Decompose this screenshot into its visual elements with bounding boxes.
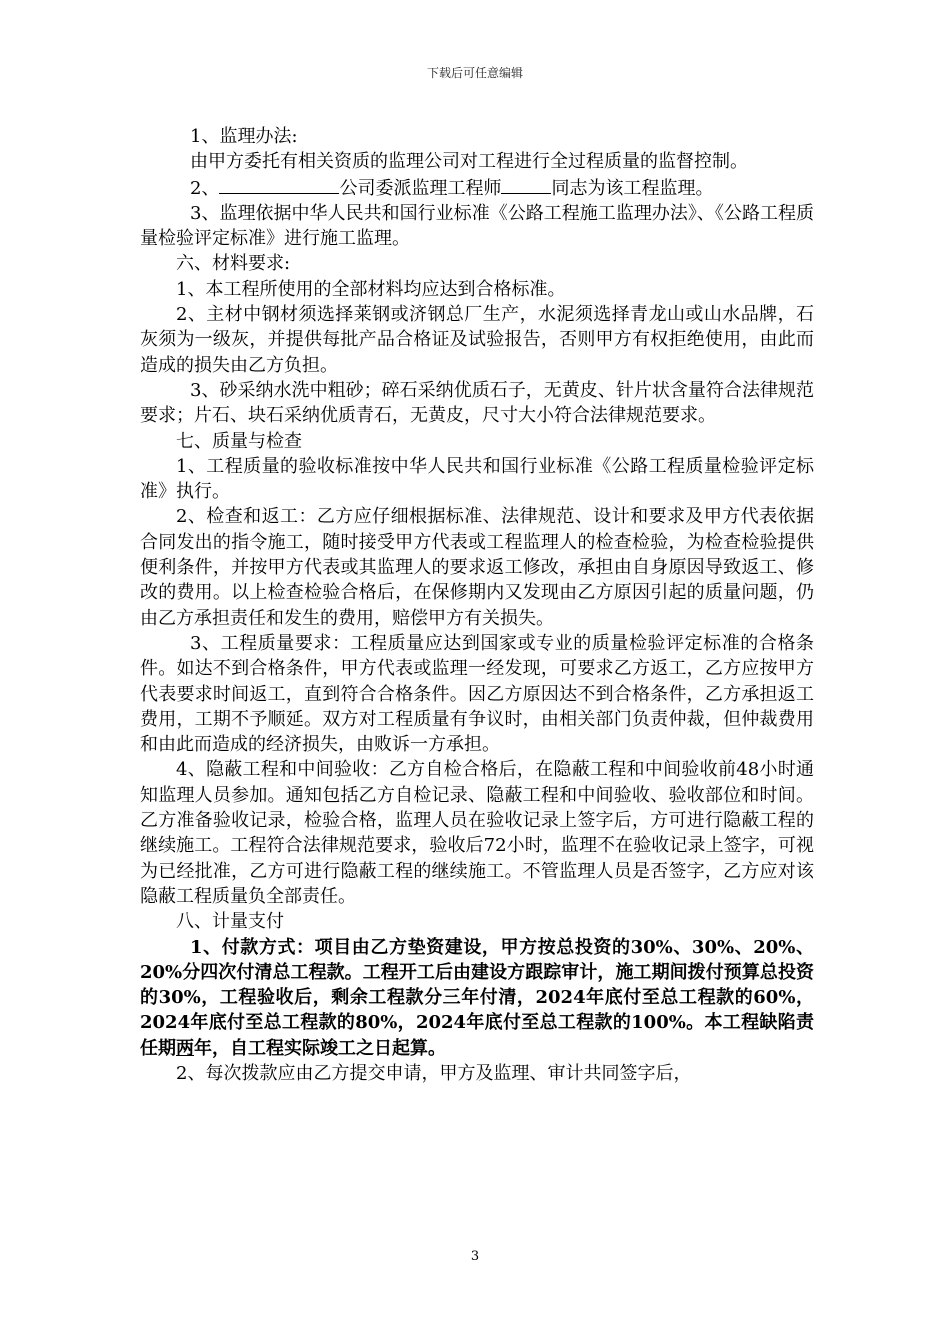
paragraph-supervision-basis: 3、监理依据中华人民共和国行业标准《公路工程施工监理办法》、《公路工程质量检验评定标准》进行施工监理。 (140, 202, 814, 250)
paragraph-materials-1: 1、本工程所使用的全部材料均应达到合格标准。 (176, 278, 566, 300)
document-body (140, 124, 814, 1086)
engineer-name-blank (501, 175, 551, 194)
section-heading-payment: 八、计量支付 (176, 911, 284, 933)
paragraph-quality-2: 2、检查和返工：乙方应仔细根据标准、法律规范、设计和要求及甲方代表依据合同发出的指令施工，随时接受甲方代表或工程监理人的检查检验，为检查检验提供便利条件，并按甲方代表或其监理人的要求返工修改，承担由自身原因导致返工、修改的费用。以上检查检验合格后，在保修期内又发现由乙方原因引起的质量问题，仍由乙方承担责任和发生的费用，赔偿甲方有关损失。 (140, 506, 814, 629)
paragraph-supervision-method: 1、监理办法: (190, 126, 298, 147)
paragraph-payment-2: 2、每次拨款应由乙方提交申请，甲方及监理、审计共同签字后， (176, 1062, 692, 1084)
clause-text-end: 同志为该工程监理。 (551, 177, 714, 199)
paragraph-supervision-engineer (140, 175, 814, 201)
section-heading-quality: 七、质量与检查 (176, 430, 302, 452)
clause-number: 2、 (190, 177, 220, 199)
company-blank (219, 175, 339, 194)
clause-text: 公司委派监理工程师 (339, 177, 502, 199)
defect-period-value: 两 (176, 1037, 194, 1059)
paragraph-quality-1: 1、工程质量的验收标准按中华人民共和国行业标准《公路工程质量检验评定标准》执行。 (140, 455, 814, 503)
header-note: 下载后可任意编辑 (426, 66, 523, 80)
paragraph-payment-1 (140, 935, 814, 1061)
paragraph-supervision-control: 由甲方委托有相关资质的监理公司对工程进行全过程质量的监督控制。 (190, 151, 748, 173)
payment-terms-end: 年，自工程实际竣工之日起算。 (194, 1037, 446, 1059)
paragraph-materials-3: 3、砂采纳水洗中粗砂；碎石采纳优质石子，无黄皮、针片状含量符合法律规范要求；片石、块石采纳优质青石，无黄皮，尺寸大小符合法律规范要求。 (140, 379, 814, 427)
section-heading-materials: 六、材料要求: (176, 253, 291, 275)
payment-terms-text: 1、付款方式：项目由乙方垫资建设，甲方按总投资的30%、30%、20%、20%分四次付清总工程款。工程开工后由建设方跟踪审计，施工期间拨付预算总投资的30%，工程验收后，剩余工程款分三年付清，2024年底付至总工程款的60%，2024年底付至总工程款的80%，2024年底付至总工程款的100%。本工程缺陷责任期 (140, 936, 814, 1059)
page-number: 3 (470, 1249, 480, 1264)
paragraph-quality-4: 4、隐蔽工程和中间验收：乙方自检合格后，在隐蔽工程和中间验收前48小时通知监理人员参加。通知包括乙方自检记录、隐蔽工程和中间验收、验收部位和时间。乙方准备验收记录，检验合格，监理人员在验收记录上签字后，方可进行隐蔽工程的继续施工。工程符合法律规范要求，验收后72小时，监理不在验收记录上签字，可视为已经批准，乙方可进行隐蔽工程的继续施工。不管监理人员是否签字，乙方应对该隐蔽工程质量负全部责任。 (140, 759, 814, 907)
paragraph-quality-3: 3、工程质量要求：工程质量应达到国家或专业的质量检验评定标准的合格条件。如达不到合格条件，甲方代表或监理一经发现，可要求乙方返工，乙方应按甲方代表要求时间返工，直到符合合格条件。因乙方原因达不到合格条件，乙方承担返工费用，工期不予顺延。双方对工程质量有争议时，由相关部门负责仲裁，但仲裁费用和由此而造成的经济损失，由败诉一方承担。 (140, 632, 814, 756)
paragraph-materials-2: 2、主材中钢材须选择莱钢或济钢总厂生产，水泥须选择青龙山或山水品牌，石灰须为一级灰，并提供每批产品合格证及试验报告，否则甲方有权拒绝使用，由此而造成的损失由乙方负担。 (140, 304, 814, 376)
